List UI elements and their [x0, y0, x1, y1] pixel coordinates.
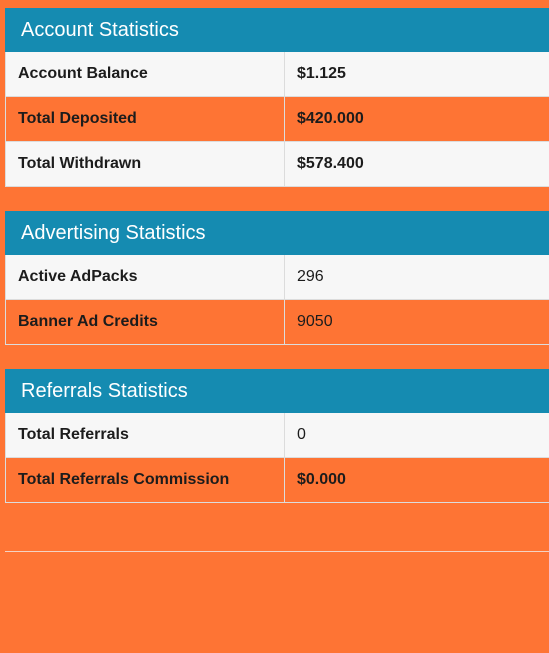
table-row — [5, 142, 549, 187]
table-row — [5, 413, 549, 458]
section-divider — [5, 551, 549, 552]
total-withdrawn-value: $578.400 — [297, 155, 364, 172]
table-row — [5, 255, 549, 300]
banner-ad-credits-value: 9050 — [297, 313, 333, 330]
table-row — [5, 97, 549, 142]
total-deposited-value: $420.000 — [297, 110, 364, 127]
referrals-statistics-title: Referrals Statistics — [5, 369, 549, 413]
total-referrals-value: 0 — [297, 426, 306, 443]
account-balance-label: Account Balance — [6, 52, 285, 96]
table-row — [5, 52, 549, 97]
banner-ad-credits-label: Banner Ad Credits — [6, 300, 285, 344]
active-adpacks-value: 296 — [297, 268, 324, 285]
total-deposited-label: Total Deposited — [6, 97, 285, 141]
advertising-statistics-panel — [5, 211, 549, 345]
table-row — [5, 300, 549, 345]
total-referrals-label: Total Referrals — [6, 413, 285, 457]
total-referrals-commission-label: Total Referrals Commission — [6, 458, 285, 502]
account-statistics-panel — [5, 8, 549, 187]
account-statistics-title: Account Statistics — [5, 8, 549, 52]
total-withdrawn-label: Total Withdrawn — [6, 142, 285, 186]
advertising-statistics-title: Advertising Statistics — [5, 211, 549, 255]
total-referrals-commission-value: $0.000 — [297, 471, 346, 488]
table-row — [5, 458, 549, 503]
account-balance-value: $1.125 — [297, 65, 346, 82]
active-adpacks-label: Active AdPacks — [6, 255, 285, 299]
referrals-statistics-panel — [5, 369, 549, 503]
